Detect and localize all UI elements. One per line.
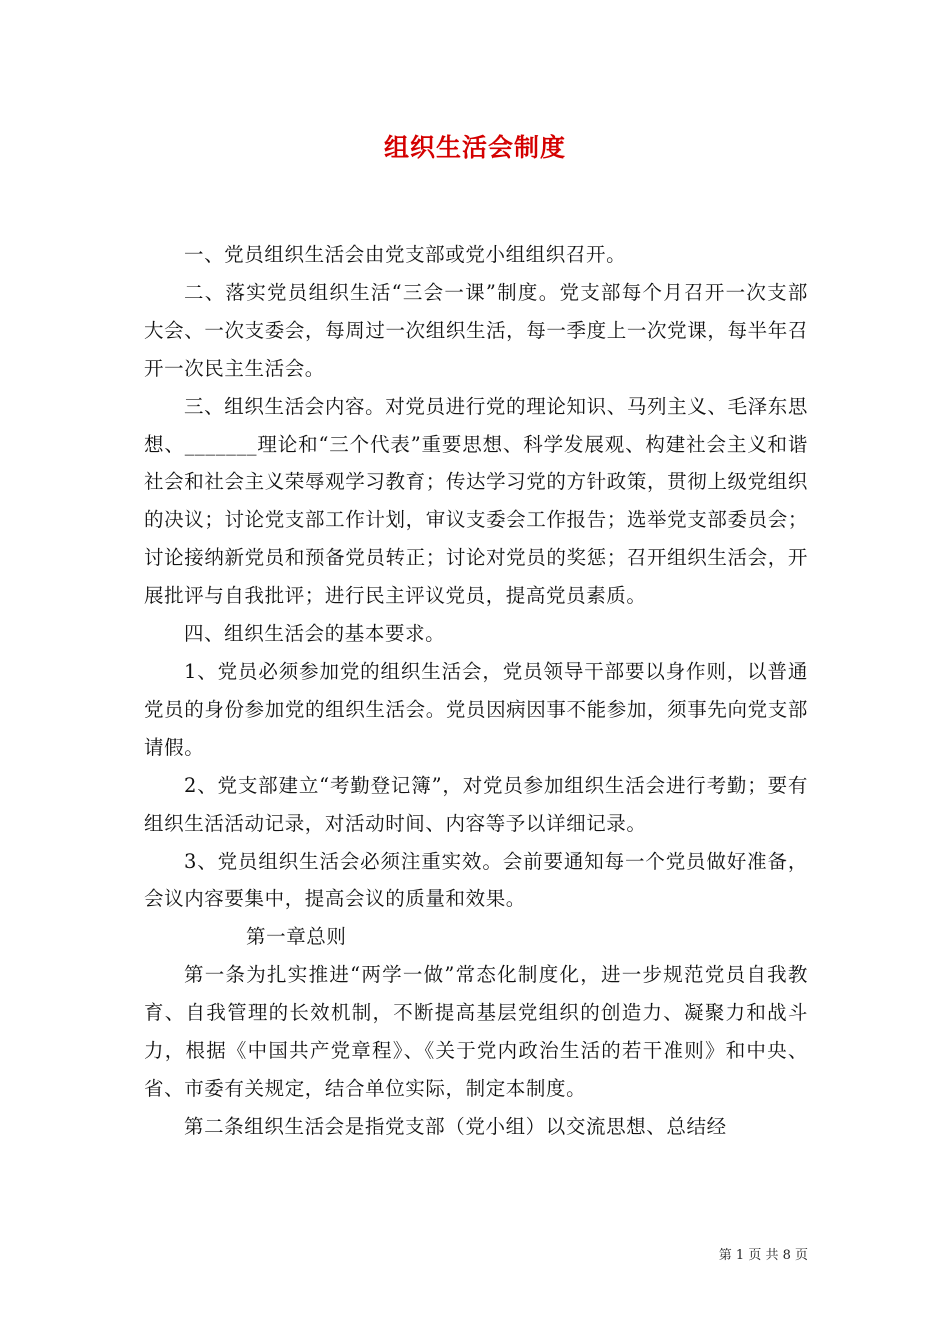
- paragraph-9: 第一条为扎实推进“两学一做”常态化制度化，进一步规范党员自我教育、自我管理的长效机制，不断提高基层党组织的创造力、凝聚力和战斗力，根据《中国共产党章程》、《关于党内政治生活的若干准则》和中央、省、市委有关规定，结合单位实际，制定本制度。: [144, 963, 808, 1100]
- paragraph-10: 第二条组织生活会是指党支部（党小组）以交流思想、总结经: [183, 1114, 727, 1138]
- paragraph-7: 3、党员组织生活会必须注重实效。会前要通知每一个党员做好准备，会议内容要集中，提高会议的质量和效果。: [144, 849, 808, 911]
- paragraph-3: 三、组织生活会内容。对党员进行党的理论知识、马列主义、毛泽东思想、_______理论和“三个代表”重要思想、科学发展观、构建社会主义和谐社会和社会主义荣辱观学习教育；传达学习党的方针政策，贯彻上级党组织的决议；讨论党支部工作计划，审议支委会工作报告；选举党支部委员会；讨论接纳新党员和预备党员转正；讨论对党员的奖惩；召开组织生活会，开展批评与自我批评；进行民主评议党员，提高党员素质。: [144, 394, 808, 608]
- paragraph-6: 2、党支部建立“考勤登记簿”，对党员参加组织生活会进行考勤；要有组织生活活动记录，对活动时间、内容等予以详细记录。: [144, 773, 808, 835]
- document-title: 组织生活会制度: [383, 133, 566, 162]
- chapter-heading: 第一章总则: [246, 925, 347, 949]
- paragraph-2: 二、落实党员组织生活“三会一课”制度。党支部每个月召开一次支部大会、一次支委会，每周过一次组织生活，每一季度上一次党课，每半年召开一次民主生活会。: [144, 280, 808, 380]
- paragraph-4: 四、组织生活会的基本要求。: [183, 622, 446, 646]
- paragraph-5: 1、党员必须参加党的组织生活会，党员领导干部要以身作则，以普通党员的身份参加党的组织生活会。党员因病因事不能参加，须事先向党支部请假。: [144, 659, 808, 759]
- page-number-footer: 第 1 页 共 8 页: [718, 1248, 808, 1263]
- document-body: [144, 236, 808, 1146]
- paragraph-1: 一、党员组织生活会由党支部或党小组组织召开。: [183, 243, 627, 266]
